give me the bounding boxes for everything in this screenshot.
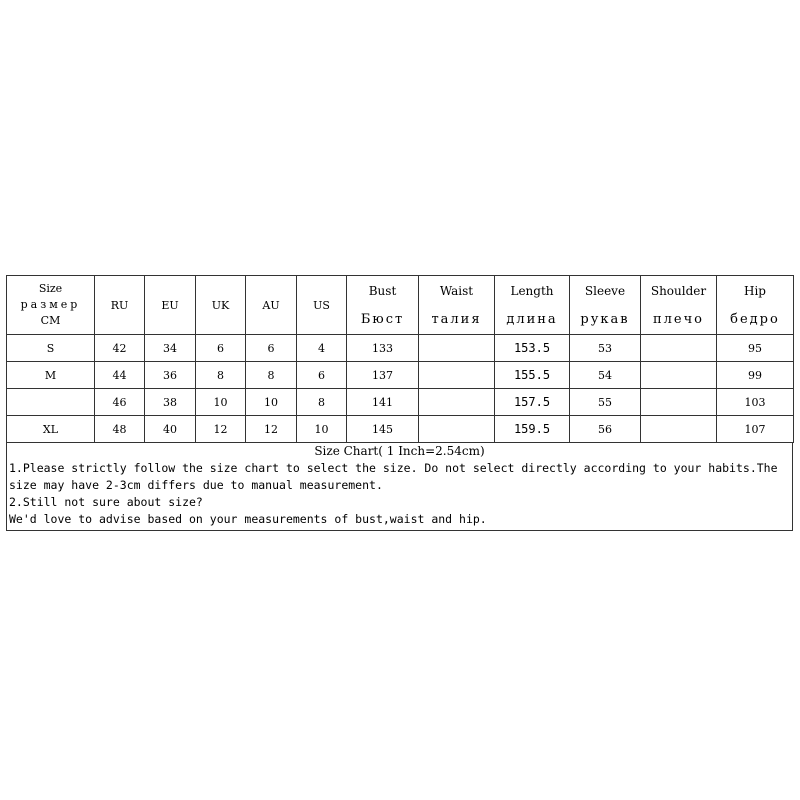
length-cell: 159.5 xyxy=(495,416,570,443)
note-line-2: 2.Still not sure about size? xyxy=(9,495,203,509)
size-table xyxy=(6,275,794,443)
shoulder-cell xyxy=(641,362,717,389)
bust-label-ru: Бюст xyxy=(360,311,405,327)
ru-header: RU xyxy=(95,276,145,335)
size-chart-caption: Size Chart( 1 Inch=2.54cm) xyxy=(314,444,485,458)
size-header-cell xyxy=(7,276,95,335)
eu-cell: 40 xyxy=(145,416,196,443)
waist-cell xyxy=(419,362,495,389)
length-cell: 157.5 xyxy=(495,389,570,416)
shoulder-cell xyxy=(641,335,717,362)
us-cell: 8 xyxy=(297,389,347,416)
us-cell: 6 xyxy=(297,362,347,389)
au-cell: 6 xyxy=(246,335,297,362)
waist-label-ru: талия xyxy=(431,311,482,327)
ru-cell: 44 xyxy=(95,362,145,389)
length-label-ru: длина xyxy=(506,311,558,327)
hip-cell: 99 xyxy=(717,362,794,389)
waist-cell xyxy=(419,335,495,362)
sleeve-label: Sleeve xyxy=(584,283,626,298)
size-cell: XL xyxy=(7,416,95,443)
size-cell xyxy=(7,389,95,416)
au-cell: 10 xyxy=(246,389,297,416)
sleeve-cell: 54 xyxy=(570,362,641,389)
length-label: Length xyxy=(510,283,554,298)
table-row xyxy=(7,416,794,443)
length-header xyxy=(495,276,570,335)
note-line-1: 1.Please strictly follow the size chart to select the size. Do not select directly according to your habits.The size may have 2-3cm differs due to manual measurement. xyxy=(9,461,778,492)
au-header: AU xyxy=(246,276,297,335)
au-cell: 8 xyxy=(246,362,297,389)
us-cell: 10 xyxy=(297,416,347,443)
uk-header: UK xyxy=(196,276,246,335)
au-cell: 12 xyxy=(246,416,297,443)
ru-cell: 42 xyxy=(95,335,145,362)
uk-cell: 8 xyxy=(196,362,246,389)
size-chart-sheet xyxy=(6,275,793,531)
hip-label-ru: бедро xyxy=(730,311,780,327)
length-cell: 155.5 xyxy=(495,362,570,389)
table-header-row xyxy=(7,276,794,335)
sleeve-header xyxy=(570,276,641,335)
size-unit: CM xyxy=(40,314,61,327)
shoulder-label-ru: плечо xyxy=(652,311,705,327)
bust-label: Bust xyxy=(368,283,397,298)
uk-cell: 6 xyxy=(196,335,246,362)
size-notes xyxy=(6,443,793,531)
table-row xyxy=(7,389,794,416)
bust-cell: 137 xyxy=(347,362,419,389)
uk-cell: 10 xyxy=(196,389,246,416)
hip-cell: 95 xyxy=(717,335,794,362)
sleeve-cell: 55 xyxy=(570,389,641,416)
shoulder-label: Shoulder xyxy=(650,283,707,298)
sleeve-cell: 53 xyxy=(570,335,641,362)
eu-cell: 34 xyxy=(145,335,196,362)
shoulder-header xyxy=(641,276,717,335)
waist-header xyxy=(419,276,495,335)
hip-cell: 103 xyxy=(717,389,794,416)
us-cell: 4 xyxy=(297,335,347,362)
length-cell: 153.5 xyxy=(495,335,570,362)
waist-cell xyxy=(419,416,495,443)
bust-cell: 141 xyxy=(347,389,419,416)
bust-header xyxy=(347,276,419,335)
sleeve-cell: 56 xyxy=(570,416,641,443)
sleeve-label-ru: рукав xyxy=(580,311,630,327)
bust-cell: 145 xyxy=(347,416,419,443)
size-label: Size xyxy=(38,282,63,295)
shoulder-cell xyxy=(641,416,717,443)
hip-cell: 107 xyxy=(717,416,794,443)
hip-header xyxy=(717,276,794,335)
hip-label: Hip xyxy=(744,283,766,298)
eu-header: EU xyxy=(145,276,196,335)
eu-cell: 38 xyxy=(145,389,196,416)
table-row xyxy=(7,335,794,362)
size-label-ru: размер xyxy=(20,298,81,311)
note-line-3: We'd love to advise based on your measurements of bust,waist and hip. xyxy=(9,512,487,526)
ru-cell: 46 xyxy=(95,389,145,416)
waist-cell xyxy=(419,389,495,416)
waist-label: Waist xyxy=(439,283,474,298)
ru-cell: 48 xyxy=(95,416,145,443)
size-cell: M xyxy=(7,362,95,389)
shoulder-cell xyxy=(641,389,717,416)
eu-cell: 36 xyxy=(145,362,196,389)
bust-cell: 133 xyxy=(347,335,419,362)
uk-cell: 12 xyxy=(196,416,246,443)
us-header: US xyxy=(297,276,347,335)
size-cell: S xyxy=(7,335,95,362)
table-row xyxy=(7,362,794,389)
